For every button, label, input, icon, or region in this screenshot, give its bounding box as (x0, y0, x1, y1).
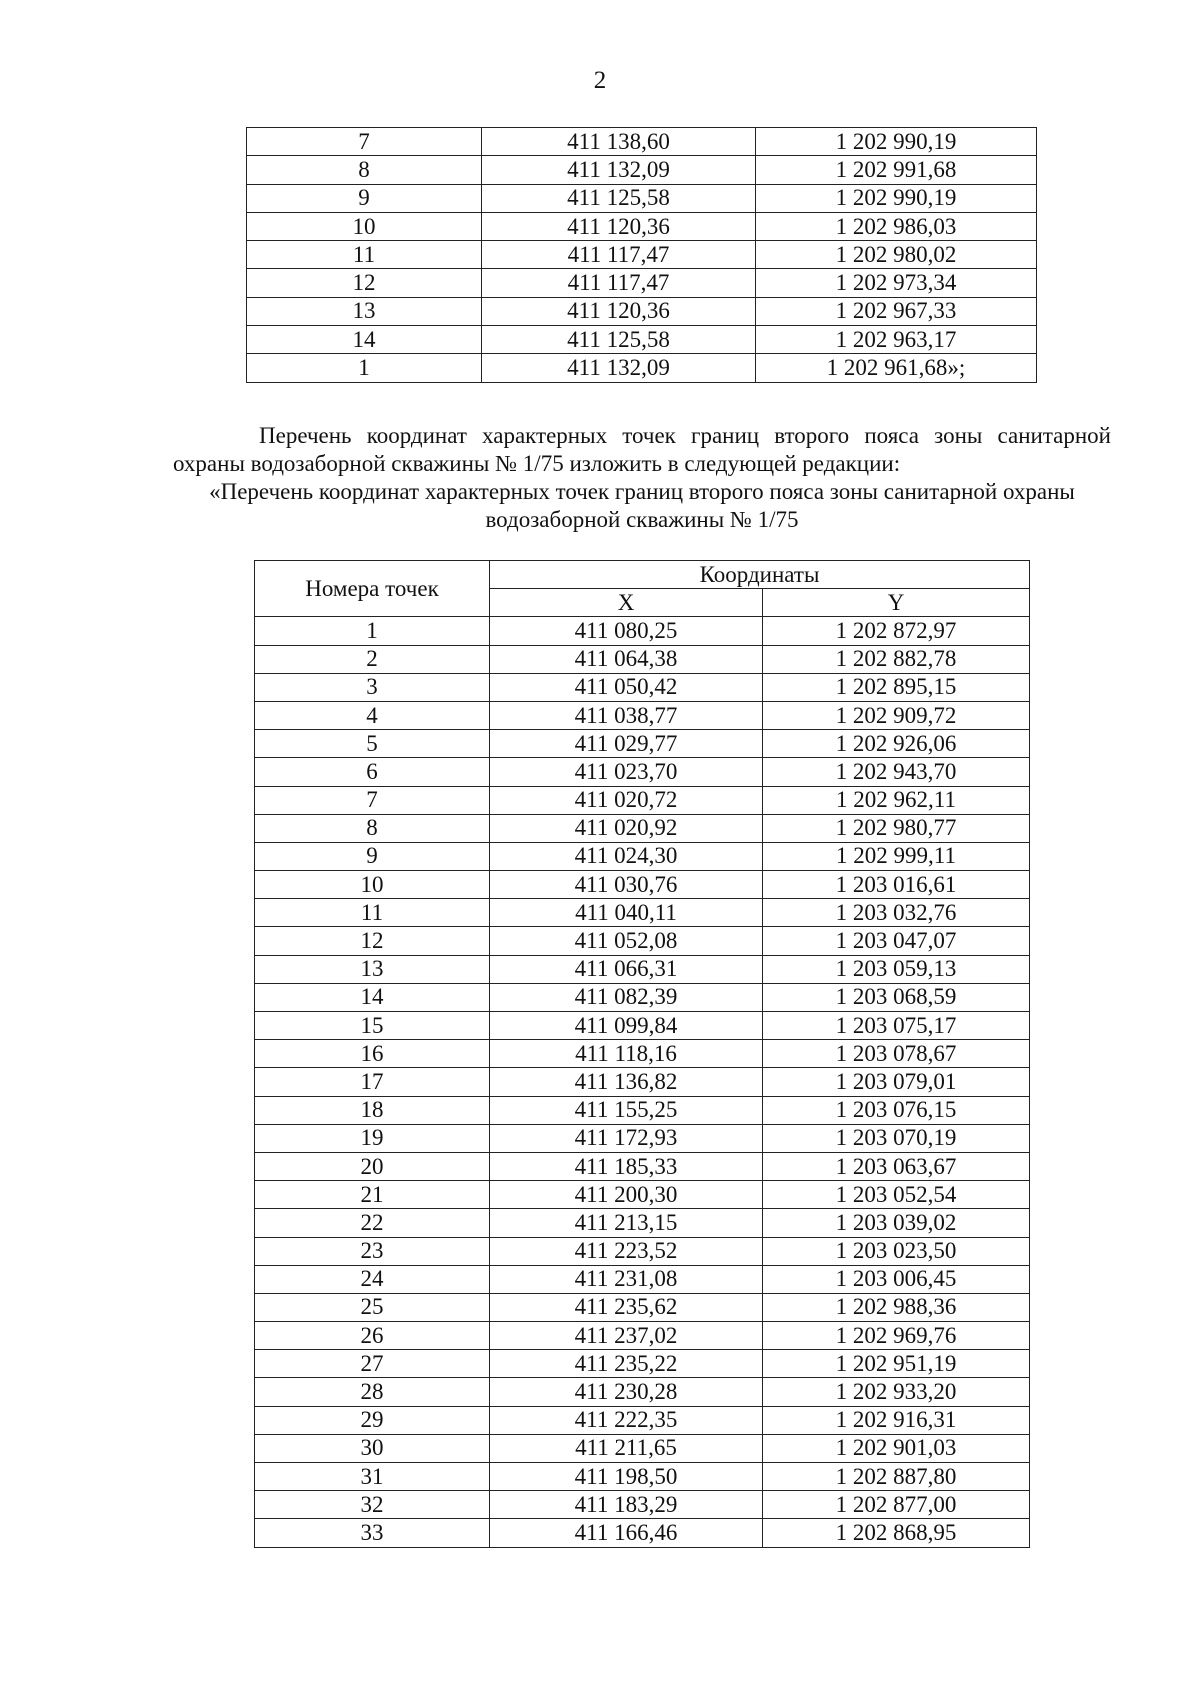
y-coordinate-cell: 1 203 075,17 (763, 1012, 1030, 1040)
x-coordinate-cell: 411 172,93 (490, 1124, 763, 1152)
table-row (247, 184, 1037, 212)
y-coordinate-cell: 1 202 872,97 (763, 617, 1030, 645)
table-row (247, 241, 1037, 269)
x-coordinate-cell: 411 155,25 (490, 1096, 763, 1124)
x-coordinate-cell: 411 117,47 (482, 241, 756, 269)
x-coordinate-cell: 411 040,11 (490, 899, 763, 927)
point-number-cell: 3 (255, 673, 490, 701)
point-number-cell: 7 (255, 786, 490, 814)
point-number-cell: 28 (255, 1378, 490, 1406)
table-row (247, 326, 1037, 354)
y-coordinate-cell: 1 202 909,72 (763, 701, 1030, 729)
table-title-line-1: «Перечень координат характерных точек границ второго пояса зоны санитарной охраны (209, 479, 1075, 504)
point-number-cell: 7 (247, 128, 482, 156)
table-row (255, 927, 1030, 955)
x-coordinate-cell: 411 231,08 (490, 1265, 763, 1293)
point-number-cell: 19 (255, 1124, 490, 1152)
y-coordinate-cell: 1 202 895,15 (763, 673, 1030, 701)
table-row (247, 354, 1037, 382)
y-coordinate-cell: 1 202 969,76 (763, 1322, 1030, 1350)
y-coordinate-cell: 1 202 961,68»; (756, 354, 1037, 382)
table-row (255, 1406, 1030, 1434)
point-number-cell: 22 (255, 1209, 490, 1237)
y-coordinate-cell: 1 203 039,02 (763, 1209, 1030, 1237)
point-number-cell: 10 (255, 871, 490, 899)
table-row (255, 899, 1030, 927)
table-row (255, 1152, 1030, 1180)
y-coordinate-cell: 1 202 967,33 (756, 297, 1037, 325)
x-coordinate-cell: 411 120,36 (482, 297, 756, 325)
point-number-cell: 12 (247, 269, 482, 297)
point-number-cell: 5 (255, 730, 490, 758)
point-number-cell: 2 (255, 645, 490, 673)
y-coordinate-cell: 1 202 882,78 (763, 645, 1030, 673)
continued-coordinates-table (246, 127, 1037, 383)
y-coordinate-cell: 1 203 052,54 (763, 1181, 1030, 1209)
x-coordinate-cell: 411 235,62 (490, 1293, 763, 1321)
y-coordinate-cell: 1 203 068,59 (763, 983, 1030, 1011)
table-row (255, 1181, 1030, 1209)
table-row (255, 1068, 1030, 1096)
point-number-cell: 14 (247, 326, 482, 354)
coordinates-table-header (255, 561, 1030, 617)
x-coordinate-cell: 411 125,58 (482, 184, 756, 212)
point-number-cell: 25 (255, 1293, 490, 1321)
table-row (255, 701, 1030, 729)
point-number-cell: 26 (255, 1322, 490, 1350)
table-row (255, 871, 1030, 899)
y-coordinate-cell: 1 202 877,00 (763, 1491, 1030, 1519)
x-coordinate-cell: 411 082,39 (490, 983, 763, 1011)
point-number-cell: 33 (255, 1519, 490, 1547)
header-coordinates: Координаты (490, 561, 1030, 589)
table-row (255, 1293, 1030, 1321)
table-row (255, 1378, 1030, 1406)
x-coordinate-cell: 411 222,35 (490, 1406, 763, 1434)
point-number-cell: 11 (247, 241, 482, 269)
point-number-cell: 8 (247, 156, 482, 184)
y-coordinate-cell: 1 203 076,15 (763, 1096, 1030, 1124)
x-coordinate-cell: 411 198,50 (490, 1463, 763, 1491)
y-coordinate-cell: 1 203 070,19 (763, 1124, 1030, 1152)
table-row (255, 1350, 1030, 1378)
x-coordinate-cell: 411 023,70 (490, 758, 763, 786)
point-number-cell: 4 (255, 701, 490, 729)
point-number-cell: 8 (255, 814, 490, 842)
x-coordinate-cell: 411 132,09 (482, 354, 756, 382)
point-number-cell: 11 (255, 899, 490, 927)
y-coordinate-cell: 1 203 016,61 (763, 871, 1030, 899)
x-coordinate-cell: 411 211,65 (490, 1434, 763, 1462)
table-row (255, 1463, 1030, 1491)
table-row (255, 1434, 1030, 1462)
table-row (255, 1237, 1030, 1265)
point-number-cell: 21 (255, 1181, 490, 1209)
x-coordinate-cell: 411 118,16 (490, 1040, 763, 1068)
table-row (255, 673, 1030, 701)
x-coordinate-cell: 411 064,38 (490, 645, 763, 673)
table-row (255, 814, 1030, 842)
table-row (255, 758, 1030, 786)
table-row (247, 297, 1037, 325)
x-coordinate-cell: 411 029,77 (490, 730, 763, 758)
x-coordinate-cell: 411 125,58 (482, 326, 756, 354)
y-coordinate-cell: 1 202 887,80 (763, 1463, 1030, 1491)
x-coordinate-cell: 411 132,09 (482, 156, 756, 184)
table-row (247, 212, 1037, 240)
point-number-cell: 13 (247, 297, 482, 325)
x-coordinate-cell: 411 230,28 (490, 1378, 763, 1406)
table-row (255, 1209, 1030, 1237)
y-coordinate-cell: 1 202 980,02 (756, 241, 1037, 269)
y-coordinate-cell: 1 202 951,19 (763, 1350, 1030, 1378)
table-row (255, 955, 1030, 983)
table-row (255, 1124, 1030, 1152)
coordinates-table (254, 560, 1030, 1548)
table-row (255, 786, 1030, 814)
table-row (255, 1491, 1030, 1519)
table-row (255, 617, 1030, 645)
point-number-cell: 20 (255, 1152, 490, 1180)
y-coordinate-cell: 1 202 901,03 (763, 1434, 1030, 1462)
x-coordinate-cell: 411 183,29 (490, 1491, 763, 1519)
table-row (255, 1265, 1030, 1293)
header-y: Y (763, 589, 1030, 617)
point-number-cell: 29 (255, 1406, 490, 1434)
y-coordinate-cell: 1 202 868,95 (763, 1519, 1030, 1547)
y-coordinate-cell: 1 202 962,11 (763, 786, 1030, 814)
table-row (255, 842, 1030, 870)
x-coordinate-cell: 411 200,30 (490, 1181, 763, 1209)
point-number-cell: 9 (255, 842, 490, 870)
point-number-cell: 17 (255, 1068, 490, 1096)
y-coordinate-cell: 1 202 973,34 (756, 269, 1037, 297)
table-row (255, 1322, 1030, 1350)
point-number-cell: 14 (255, 983, 490, 1011)
x-coordinate-cell: 411 237,02 (490, 1322, 763, 1350)
point-number-cell: 1 (255, 617, 490, 645)
point-number-cell: 16 (255, 1040, 490, 1068)
point-number-cell: 9 (247, 184, 482, 212)
header-x: X (490, 589, 763, 617)
y-coordinate-cell: 1 203 063,67 (763, 1152, 1030, 1180)
table-title-line-2: водозаборной скважины № 1/75 (485, 507, 799, 532)
x-coordinate-cell: 411 080,25 (490, 617, 763, 645)
page-number: 2 (593, 67, 607, 94)
table-row (247, 156, 1037, 184)
coordinates-table-body (255, 617, 1030, 1547)
header-row-1 (255, 561, 1030, 589)
table-row (255, 1040, 1030, 1068)
x-coordinate-cell: 411 050,42 (490, 673, 763, 701)
point-number-cell: 30 (255, 1434, 490, 1462)
table-title (173, 478, 1111, 534)
y-coordinate-cell: 1 202 963,17 (756, 326, 1037, 354)
point-number-cell: 1 (247, 354, 482, 382)
y-coordinate-cell: 1 202 980,77 (763, 814, 1030, 842)
header-points: Номера точек (255, 561, 490, 617)
table-row (255, 1096, 1030, 1124)
point-number-cell: 12 (255, 927, 490, 955)
table-row (255, 1012, 1030, 1040)
table-row (255, 645, 1030, 673)
y-coordinate-cell: 1 202 988,36 (763, 1293, 1030, 1321)
point-number-cell: 32 (255, 1491, 490, 1519)
intro-paragraph: Перечень координат характерных точек границ второго пояса зоны санитарной охраны водозаборной скважины № 1/75 изложить в следующей редакции: (173, 423, 1111, 476)
x-coordinate-cell: 411 020,72 (490, 786, 763, 814)
x-coordinate-cell: 411 235,22 (490, 1350, 763, 1378)
point-number-cell: 18 (255, 1096, 490, 1124)
point-number-cell: 27 (255, 1350, 490, 1378)
point-number-cell: 10 (247, 212, 482, 240)
table-row (255, 730, 1030, 758)
table-row (247, 128, 1037, 156)
y-coordinate-cell: 1 202 990,19 (756, 184, 1037, 212)
x-coordinate-cell: 411 117,47 (482, 269, 756, 297)
table-row (247, 269, 1037, 297)
x-coordinate-cell: 411 138,60 (482, 128, 756, 156)
x-coordinate-cell: 411 038,77 (490, 701, 763, 729)
x-coordinate-cell: 411 185,33 (490, 1152, 763, 1180)
point-number-cell: 24 (255, 1265, 490, 1293)
x-coordinate-cell: 411 066,31 (490, 955, 763, 983)
x-coordinate-cell: 411 030,76 (490, 871, 763, 899)
table-row (255, 1519, 1030, 1547)
y-coordinate-cell: 1 202 943,70 (763, 758, 1030, 786)
y-coordinate-cell: 1 203 006,45 (763, 1265, 1030, 1293)
y-coordinate-cell: 1 202 926,06 (763, 730, 1030, 758)
x-coordinate-cell: 411 223,52 (490, 1237, 763, 1265)
y-coordinate-cell: 1 202 933,20 (763, 1378, 1030, 1406)
x-coordinate-cell: 411 166,46 (490, 1519, 763, 1547)
y-coordinate-cell: 1 202 999,11 (763, 842, 1030, 870)
y-coordinate-cell: 1 202 991,68 (756, 156, 1037, 184)
x-coordinate-cell: 411 024,30 (490, 842, 763, 870)
x-coordinate-cell: 411 136,82 (490, 1068, 763, 1096)
x-coordinate-cell: 411 099,84 (490, 1012, 763, 1040)
y-coordinate-cell: 1 203 078,67 (763, 1040, 1030, 1068)
y-coordinate-cell: 1 202 990,19 (756, 128, 1037, 156)
y-coordinate-cell: 1 203 032,76 (763, 899, 1030, 927)
y-coordinate-cell: 1 203 059,13 (763, 955, 1030, 983)
x-coordinate-cell: 411 052,08 (490, 927, 763, 955)
y-coordinate-cell: 1 203 023,50 (763, 1237, 1030, 1265)
y-coordinate-cell: 1 202 986,03 (756, 212, 1037, 240)
x-coordinate-cell: 411 213,15 (490, 1209, 763, 1237)
point-number-cell: 13 (255, 955, 490, 983)
point-number-cell: 6 (255, 758, 490, 786)
y-coordinate-cell: 1 203 079,01 (763, 1068, 1030, 1096)
y-coordinate-cell: 1 202 916,31 (763, 1406, 1030, 1434)
point-number-cell: 23 (255, 1237, 490, 1265)
table-row (255, 983, 1030, 1011)
x-coordinate-cell: 411 020,92 (490, 814, 763, 842)
continued-table-body (247, 128, 1037, 383)
y-coordinate-cell: 1 203 047,07 (763, 927, 1030, 955)
x-coordinate-cell: 411 120,36 (482, 212, 756, 240)
point-number-cell: 15 (255, 1012, 490, 1040)
point-number-cell: 31 (255, 1463, 490, 1491)
